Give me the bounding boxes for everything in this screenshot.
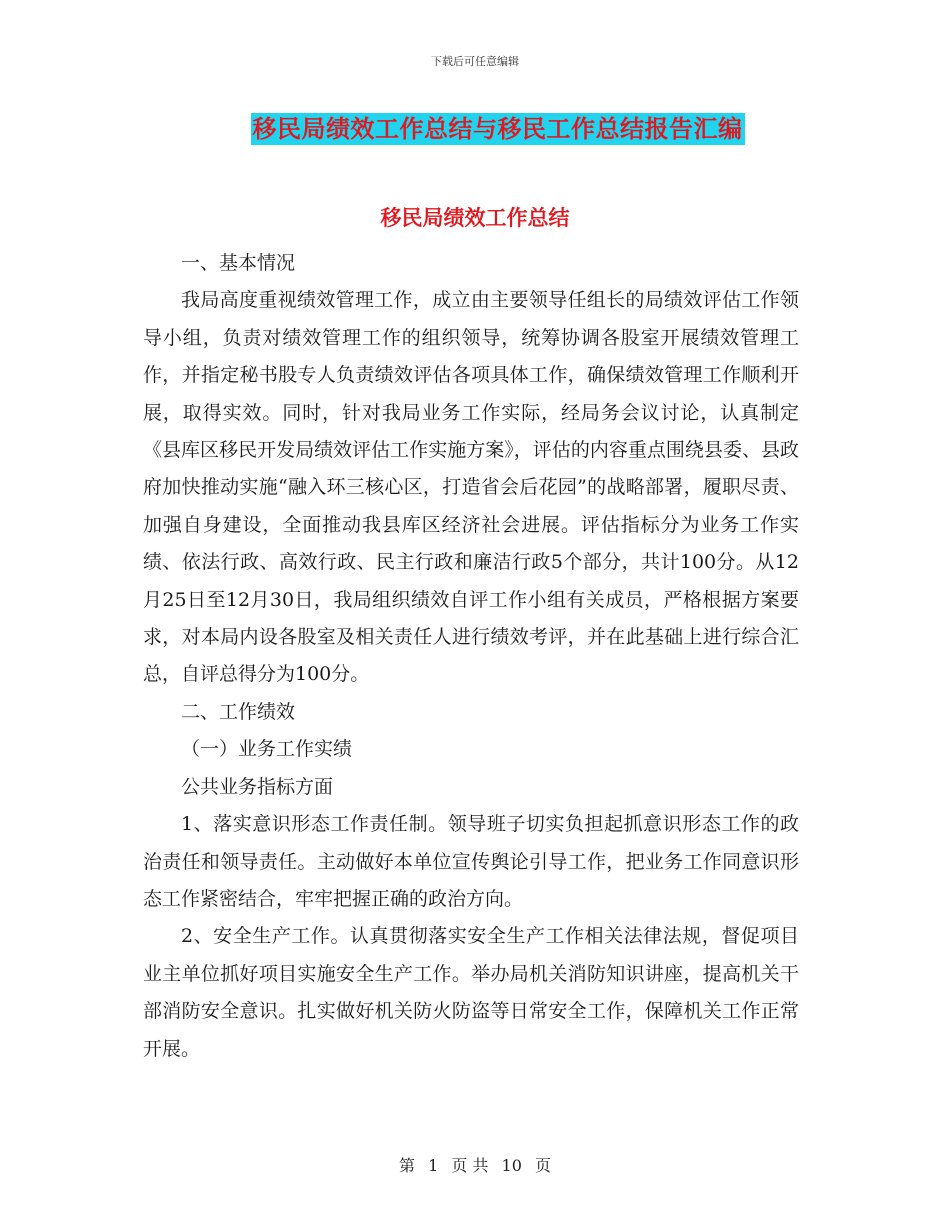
- header-note: 下载后可任意编辑: [431, 55, 519, 68]
- footer-total-pages: 10: [501, 1156, 522, 1175]
- footer-suffix: 页: [535, 1156, 552, 1175]
- section-heading-performance: 二、工作绩效: [181, 700, 296, 723]
- sub-title: 移民局绩效工作总结: [380, 205, 570, 230]
- footer-prefix: 第: [398, 1156, 415, 1175]
- subsection-heading-public: 公共业务指标方面: [181, 775, 334, 798]
- page-footer: [0, 1153, 950, 1176]
- subsection-heading-business: （一）业务工作实绩: [181, 738, 353, 761]
- paragraph-basic-situation: 我局高度重视绩效管理工作，成立由主要领导任组长的局绩效评估工作领导小组，负责对绩效管理工作的组织领导，统筹协调各股室开展绩效管理工作，并指定秘书股专人负责绩效评估各项具体工作，确保绩效管理工作顺利开展，取得实效。同时，针对我局业务工作实际，经局务会议讨论，认真制定《县库区移民开发局绩效评估工作实施方案》，评估的内容重点围绕县委、县政府加快推动实施“融入环三核心区，打造省会后花园”的战略部署，履职尽责、加强自身建设，全面推动我县库区经济社会进展。评估指标分为业务工作实绩、依法行政、高效行政、民主行政和廉洁行政5个部分，共计100分。从12月25日至12月30日，我局组织绩效自评工作小组有关成员，严格根据方案要求，对本局内设各股室及相关责任人进行绩效考评，并在此基础上进行综合汇总，自评总得分为100分。: [143, 289, 799, 686]
- paragraph-ideology: 1、落实意识形态工作责任制。领导班子切实负担起抓意识形态工作的政治责任和领导责任。主动做好本单位宣传舆论引导工作，把业务工作同意识形态工作紧密结合，牢牢把握正确的政治方向。: [143, 813, 799, 910]
- paragraph-safety: 2、安全生产工作。认真贯彻落实安全生产工作相关法律法规，督促项目业主单位抓好项目实施安全生产工作。举办局机关消防知识讲座，提高机关干部消防安全意识。扎实做好机关防火防盗等日常安全工作，保障机关工作正常开展。: [143, 925, 799, 1060]
- footer-middle: 页 共: [451, 1156, 489, 1175]
- main-title: 移民局绩效工作总结与移民工作总结报告汇编: [252, 114, 743, 143]
- main-title-container: [0, 113, 950, 145]
- section-heading-basic: 一、基本情况: [181, 252, 296, 274]
- document-body: [143, 245, 799, 1068]
- footer-page-number: 1: [428, 1156, 439, 1175]
